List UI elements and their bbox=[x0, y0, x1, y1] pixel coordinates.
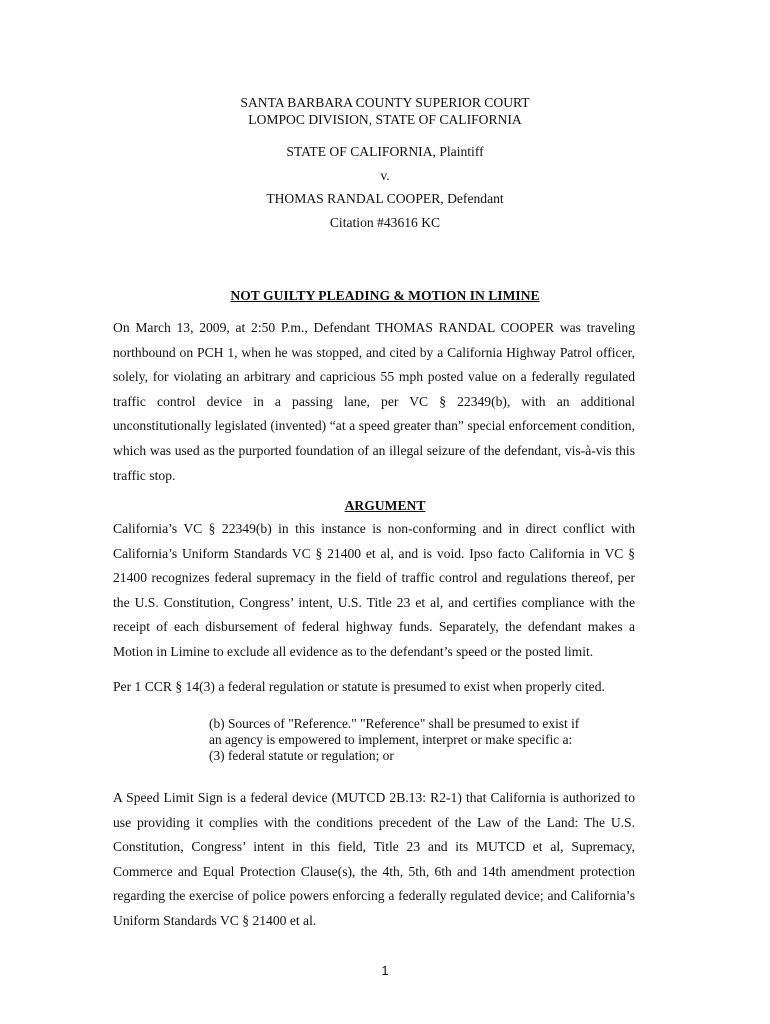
intro-paragraph: On March 13, 2009, at 2:50 P.m., Defendant THOMAS RANDAL COOPER was traveling northbound on PCH 1, when he was stopped, and cited by a California Highway Patrol officer, solely, for violating an arbitrary and capricious 55 mph posted value on a federally regulated traffic control device in a passing lane, per VC § 22349(b), with an additional unconstitutionally legislated (invented) “at a speed greater than” special enforcement condition, which was used as the purported foundation of an illegal seizure of the defendant, vis-à-vis this traffic stop. bbox=[113, 320, 635, 483]
speed-sign-paragraph: A Speed Limit Sign is a federal device (MUTCD 2B.13: R2-1) that California is authorized to use providing it complies with the conditions precedent of the Law of the Land: The U.S. Constitution, Congress’ intent in this field, Title 23 and its MUTCD et al, Supremacy, Commerce and Equal Protection Clause(s), the 4th, 5th, 6th and 14th amendment protection regarding the exercise of police powers enforcing a federally regulated device; and California’s Uniform Standards VC § 21400 et al. bbox=[113, 790, 635, 928]
argument-paragraph: California’s VC § 22349(b) in this instance is non-conforming and in direct conflict with California’s Uniform Standards VC § 21400 et al, and is void. Ipso facto California in VC § 21400 recognizes federal supremacy in the field of traffic control and regulations thereof, per the U.S. Constitution, Congress’ intent, U.S. Title 23 et al, and certifies compliance with the receipt of each disbursement of federal highway funds. Separately, the defendant makes a Motion in Limine to exclude all evidence as to the defendant’s speed or the posted limit. bbox=[113, 521, 635, 659]
quote-line: (3) federal statute or regulation; or bbox=[209, 747, 394, 763]
defendant-line: THOMAS RANDAL COOPER, Defendant bbox=[266, 191, 504, 206]
quote-line: an agency is empowered to implement, interpret or make specific a: bbox=[209, 731, 573, 747]
plaintiff-line: STATE OF CALIFORNIA, Plaintiff bbox=[286, 144, 484, 159]
ccr-sentence: Per 1 CCR § 14(3) a federal regulation or statute is presumed to exist when properly cited. bbox=[113, 679, 605, 694]
document-title: NOT GUILTY PLEADING & MOTION IN LIMINE bbox=[230, 288, 540, 303]
ccr-quote-block bbox=[209, 716, 629, 763]
argument-heading: ARGUMENT bbox=[344, 498, 426, 513]
page-number: 1 bbox=[381, 963, 389, 978]
citation-number: Citation #43616 KC bbox=[329, 215, 441, 230]
quote-line: (b) Sources of "Reference." "Reference" shall be presumed to exist if bbox=[209, 716, 580, 731]
court-division: LOMPOC DIVISION, STATE OF CALIFORNIA bbox=[248, 112, 522, 127]
court-name: SANTA BARBARA COUNTY SUPERIOR COURT bbox=[240, 95, 530, 110]
versus-line: v. bbox=[380, 168, 390, 183]
